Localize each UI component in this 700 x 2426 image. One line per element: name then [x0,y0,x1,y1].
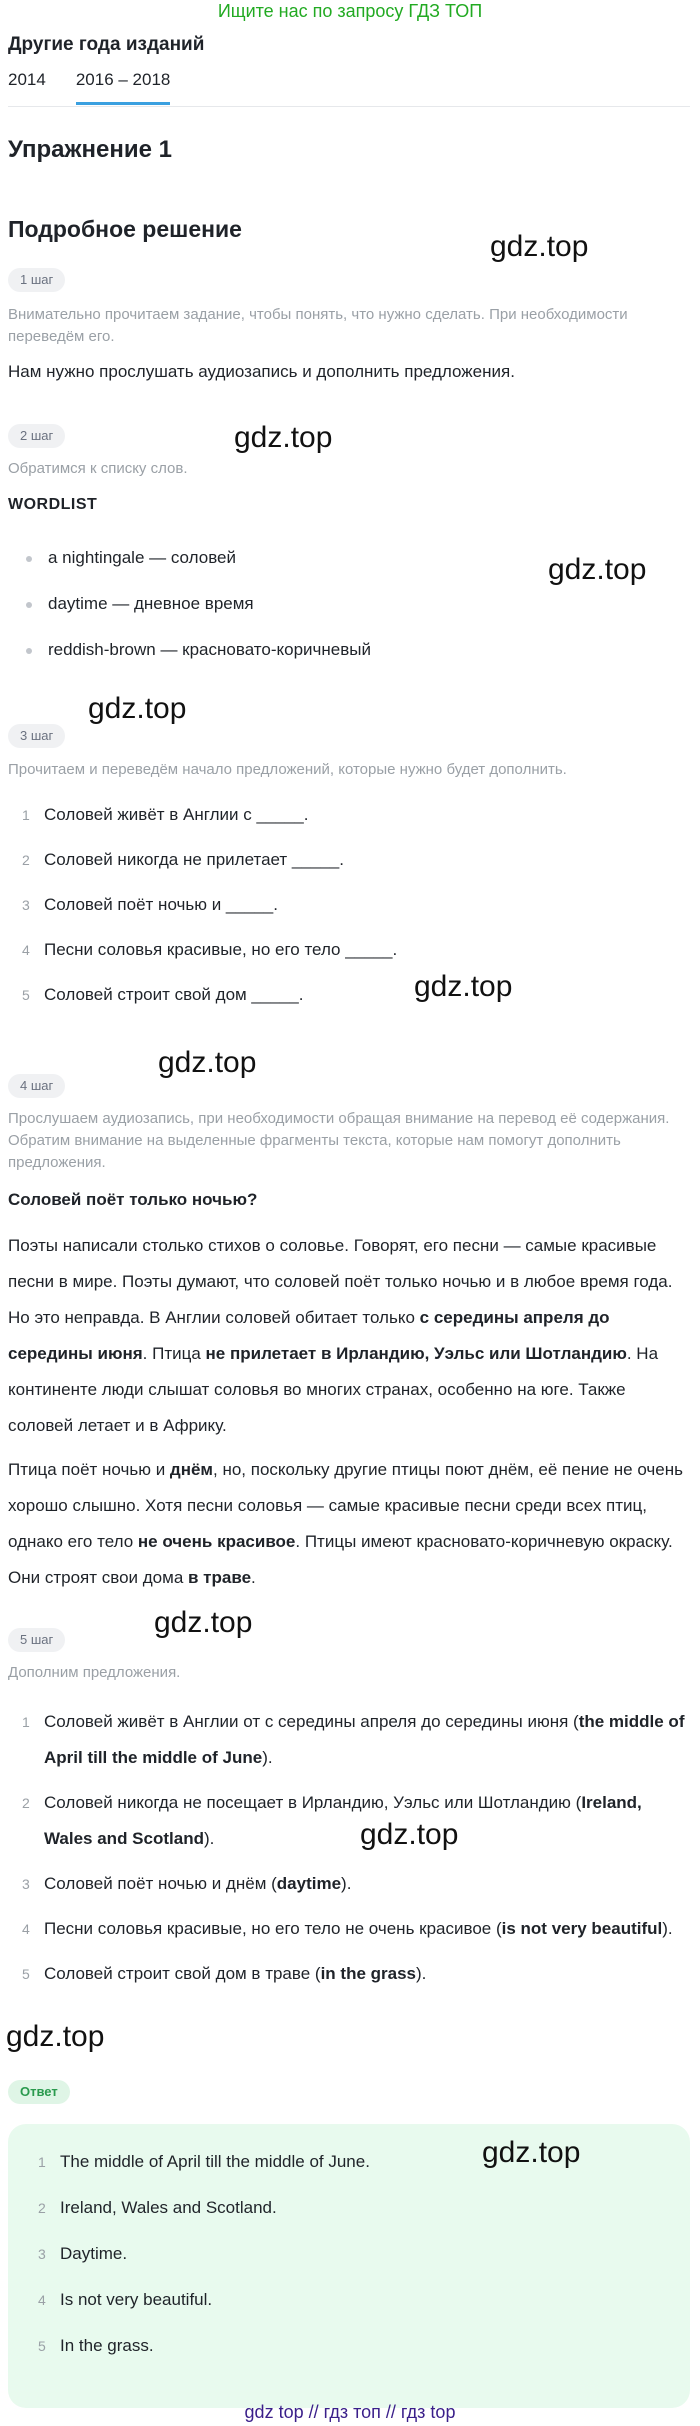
step3-note: Прочитаем и переведём начало предложений, которые нужно будет дополнить. [8,761,567,778]
list-item: 3 Соловей поёт ночью и _____. [22,895,278,914]
step-badge-4: 4 шаг [8,1074,65,1098]
answer-badge: Ответ [8,2080,70,2104]
tab-2014[interactable]: 2014 [8,70,46,89]
edition-tabs [8,70,170,105]
completed-sentences-list [8,1704,688,1992]
sentence-starts-list [8,797,688,1013]
watermark: gdz.top [88,692,187,725]
step5-note: Дополним предложения. [8,1664,181,1681]
step1-text: Нам нужно прослушать аудиозапись и дополнить предложения. [8,362,515,381]
list-item: daytime — дневное время [24,592,371,638]
list-item: 4 Is not very beautiful. [38,2290,213,2309]
list-item: 4 Песни соловья красивые, но его тело не очень красивое (is not very beautiful). [22,1919,673,1938]
step-badge-2: 2 шаг [8,424,65,448]
list-item: 4 Песни соловья красивые, но его тело _____. [22,940,398,959]
watermark: gdz.top [154,1606,253,1639]
list-item: 3 Соловей поёт ночью и днём (daytime). [22,1874,352,1893]
footer-links[interactable]: gdz top // гдз топ // гдз top [244,2402,456,2422]
watermark: gdz.top [490,230,589,263]
step4-note: Прослушаем аудиозапись, при необходимости обращая внимание на перевод её содержания. Обратим внимание на выделенные фрагменты текста, которые нам помогут дополнить предложения. [8,1110,670,1171]
solution-title: Подробное решение [8,216,242,242]
list-item: 5 Соловей строит свой дом в траве (in the grass). [22,1964,427,1983]
list-item: 3 Daytime. [38,2244,128,2263]
list-item: 1 Соловей живёт в Англии от с середины апреля до середины июня (the middle of April till the middle of June). [22,1712,685,1767]
text-heading: Соловей поёт только ночью? [8,1190,258,1209]
watermark: gdz.top [360,1818,459,1851]
list-item: 1 The middle of April till the middle of June. [38,2152,370,2171]
wordlist-title: WORDLIST [8,496,98,513]
watermark: gdz.top [482,2136,581,2169]
watermark: gdz.top [6,2020,105,2053]
answer-list [24,2150,664,2380]
step-badge-5: 5 шаг [8,1628,65,1652]
watermark: gdz.top [414,970,513,1003]
list-item: 5 In the grass. [38,2336,154,2355]
step-badge-3: 3 шаг [8,724,65,748]
list-item: 2 Соловей никогда не посещает в Ирландию, Уэльс или Шотландию (Ireland, Wales and Scotland). [22,1793,642,1848]
search-banner: Ищите нас по запросу ГДЗ ТОП [217,1,483,21]
text-paragraph-2: Птица поёт ночью и днём, но, поскольку другие птицы поют днём, её пение не очень хорошо слышно. Хотя песни соловья — самые красивые песни среди всех птиц, однако его тело не очень красивое. Птицы имеют красновато-коричневую окраску. Они строят свои дома в траве. [8,1460,683,1587]
list-item: 2 Соловей никогда не прилетает _____. [22,850,344,869]
answer-box [8,2124,690,2408]
watermark: gdz.top [234,421,333,454]
exercise-title: Упражнение 1 [8,136,172,163]
list-item: 5 Соловей строит свой дом _____. [22,985,304,1004]
watermark: gdz.top [548,553,647,586]
text-paragraph-1: Поэты написали столько стихов о соловье. Говорят, его песни — самые красивые песни в мире. Поэты думают, что соловей поёт только ночью и в любое время года. Но это неправда. В Англии соловей обитает только с середины апреля до середины июня. Птица не прилетает в Ирландию, Уэльс или Шотландию. На континенте люди слышат соловья во многих странах, особенно на юге. Также соловей летает и в Африку. [8,1236,673,1435]
divider [8,106,690,107]
step1-note: Внимательно прочитаем задание, чтобы понять, что нужно сделать. При необходимости переведём его. [8,306,628,345]
other-editions-title: Другие года изданий [8,34,205,55]
list-item: a nightingale — соловей [24,546,371,592]
tab-2016-2018[interactable]: 2016 – 2018 [76,70,171,105]
step2-note: Обратимся к списку слов. [8,460,188,477]
wordlist [24,546,371,684]
list-item: reddish-brown — красновато-коричневый [24,638,371,684]
list-item: 1 Соловей живёт в Англии с _____. [22,805,309,824]
watermark: gdz.top [158,1046,257,1079]
step-badge-1: 1 шаг [8,268,65,292]
list-item: 2 Ireland, Wales and Scotland. [38,2198,277,2217]
